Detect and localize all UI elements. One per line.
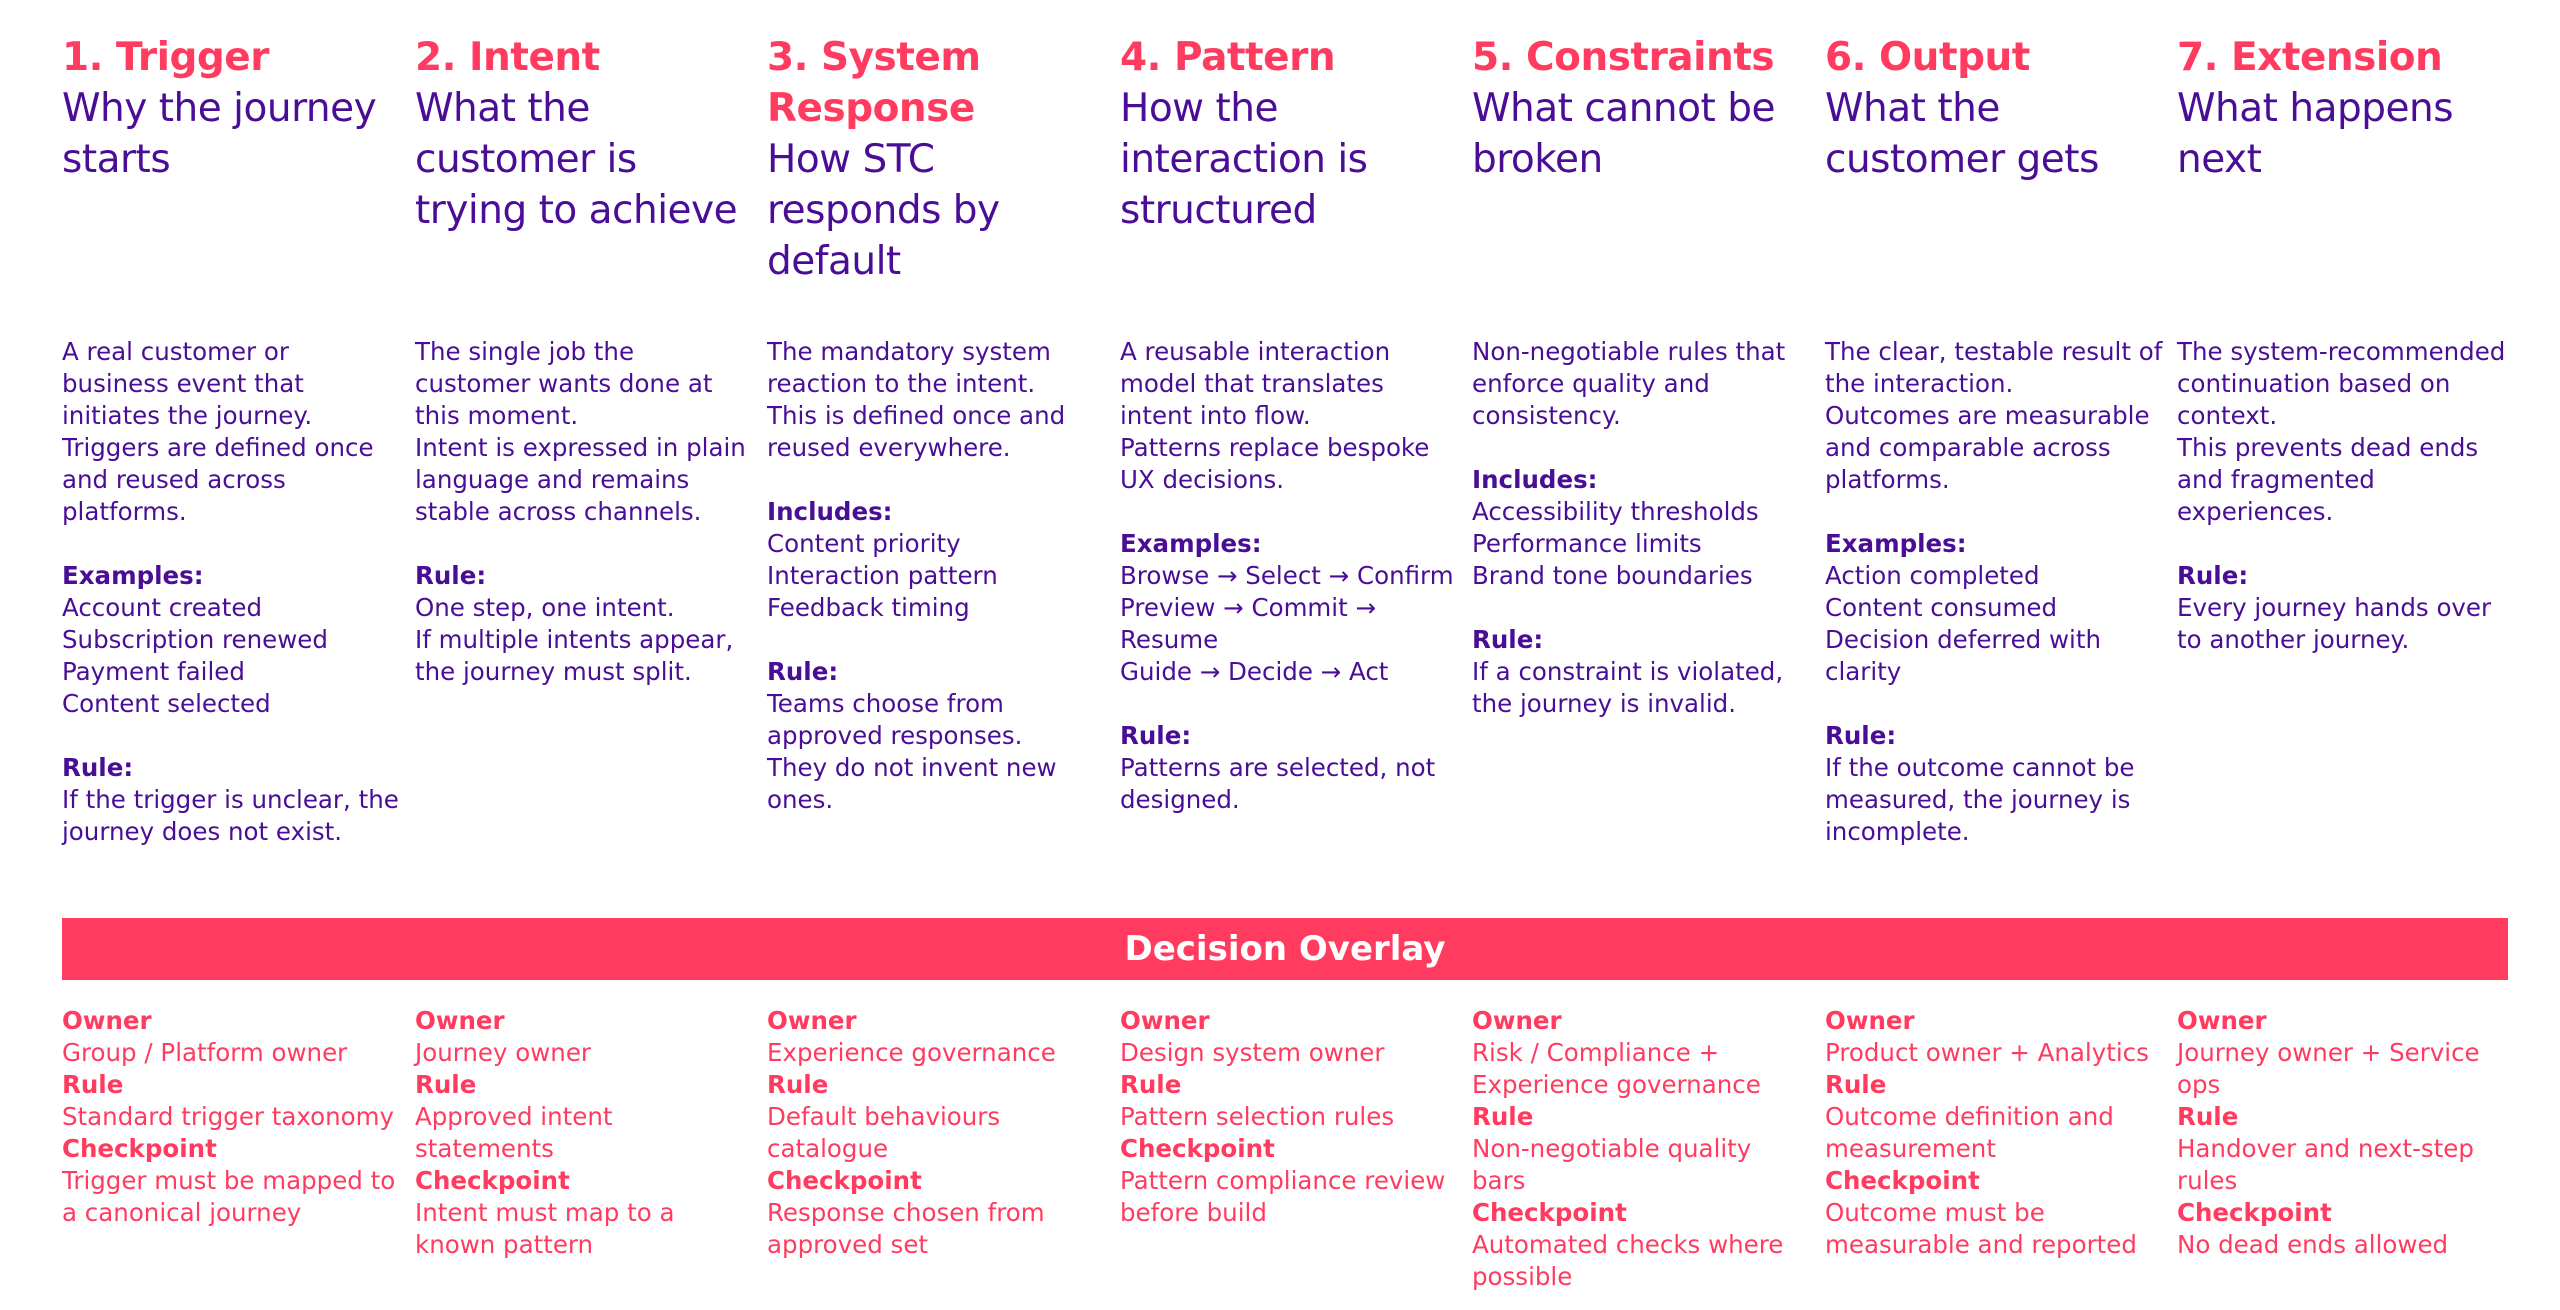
- rule-value: Non-negotiable quality bars: [1472, 1134, 1752, 1195]
- owner-value: Experience governance: [767, 1038, 1056, 1067]
- section-label: Rule:: [1472, 625, 1544, 654]
- rule-value: Handover and next-step rules: [2177, 1134, 2474, 1195]
- rule-value: Approved intent statements: [415, 1102, 613, 1163]
- rule-value: Pattern selection rules: [1120, 1102, 1395, 1131]
- section-label: Rule:: [1825, 721, 1897, 750]
- intro-line: Patterns replace bespoke UX decisions.: [1120, 433, 1430, 494]
- section-item: Action completed: [1825, 561, 2040, 590]
- section-item: If the trigger is unclear, the journey does not exist.: [62, 785, 399, 846]
- stage-7-header: [2177, 32, 2517, 185]
- section-item: If a constraint is violated, the journey is invalid.: [1472, 657, 1784, 718]
- stage-1-header: [62, 32, 402, 185]
- owner-value: Journey owner + Service ops: [2177, 1038, 2480, 1099]
- owner-value: Product owner + Analytics: [1825, 1038, 2149, 1067]
- stage-title: 7. Extension: [2177, 35, 2443, 80]
- intro-line: Non-negotiable rules that enforce quality and consistency.: [1472, 337, 1786, 430]
- owner-label: Owner: [415, 1006, 505, 1035]
- owner-label: Owner: [2177, 1006, 2267, 1035]
- owner-label: Owner: [1825, 1006, 1915, 1035]
- checkpoint-value: Response chosen from approved set: [767, 1198, 1045, 1259]
- stage-2-header: [415, 32, 755, 236]
- checkpoint-value: Pattern compliance review before build: [1120, 1166, 1446, 1227]
- stage-2-body: [415, 336, 755, 688]
- stage-3-header: [767, 32, 1107, 287]
- section-item: Every journey hands over to another journey.: [2177, 593, 2492, 654]
- section-item: One step, one intent.: [415, 593, 675, 622]
- owner-value: Journey owner: [415, 1038, 591, 1067]
- decision-overlay-title: Decision Overlay: [1124, 929, 1446, 969]
- section-label: Includes:: [767, 497, 893, 526]
- overlay-column-6: [1825, 1005, 2165, 1261]
- stage-title: 1. Trigger: [62, 35, 269, 80]
- section-label: Examples:: [1120, 529, 1262, 558]
- overlay-column-2: [415, 1005, 755, 1261]
- stage-title: 6. Output: [1825, 35, 2030, 80]
- intro-line: The single job the customer wants done at this moment.: [415, 337, 713, 430]
- section-label: Rule:: [1120, 721, 1192, 750]
- section-item: Content consumed: [1825, 593, 2057, 622]
- checkpoint-label: Checkpoint: [1120, 1134, 1275, 1163]
- section-label: Rule:: [767, 657, 839, 686]
- section-item: Subscription renewed: [62, 625, 328, 654]
- overlay-column-7: [2177, 1005, 2517, 1261]
- checkpoint-label: Checkpoint: [2177, 1198, 2332, 1227]
- rule-label: Rule: [2177, 1102, 2239, 1131]
- intro-line: A real customer or business event that initiates the journey.: [62, 337, 313, 430]
- stage-6-body: [1825, 336, 2165, 848]
- stage-subtitle: What happens next: [2177, 86, 2454, 182]
- intro-line: Intent is expressed in plain language and remains stable across channels.: [415, 433, 746, 526]
- checkpoint-label: Checkpoint: [62, 1134, 217, 1163]
- stage-subtitle: What cannot be broken: [1472, 86, 1775, 182]
- section-item: Performance limits: [1472, 529, 1702, 558]
- section-item: Guide → Decide → Act: [1120, 657, 1389, 686]
- section-item: If multiple intents appear, the journey must split.: [415, 625, 734, 686]
- owner-label: Owner: [62, 1006, 152, 1035]
- intro-line: This prevents dead ends and fragmented experiences.: [2177, 433, 2479, 526]
- section-item: Browse → Select → Confirm: [1120, 561, 1454, 590]
- overlay-column-1: [62, 1005, 402, 1229]
- owner-value: Design system owner: [1120, 1038, 1385, 1067]
- section-item: Decision deferred with clarity: [1825, 625, 2101, 686]
- section-item: Content priority: [767, 529, 961, 558]
- owner-label: Owner: [1472, 1006, 1562, 1035]
- section-item: They do not invent new ones.: [767, 753, 1057, 814]
- section-label: Rule:: [62, 753, 134, 782]
- checkpoint-label: Checkpoint: [767, 1166, 922, 1195]
- section-item: Feedback timing: [767, 593, 970, 622]
- stage-4-body: [1120, 336, 1460, 816]
- intro-line: Triggers are defined once and reused across platforms.: [62, 433, 374, 526]
- stage-title: 5. Constraints: [1472, 35, 1775, 80]
- stage-subtitle: What the customer is trying to achieve: [415, 86, 738, 233]
- section-item: Content selected: [62, 689, 271, 718]
- section-item: Brand tone boundaries: [1472, 561, 1753, 590]
- owner-value: Risk / Compliance + Experience governance: [1472, 1038, 1761, 1099]
- intro-line: This is defined once and reused everywhere.: [767, 401, 1066, 462]
- rule-label: Rule: [1825, 1070, 1887, 1099]
- section-item: Interaction pattern: [767, 561, 998, 590]
- rule-label: Rule: [1472, 1102, 1534, 1131]
- rule-value: Default behaviours catalogue: [767, 1102, 1001, 1163]
- section-label: Rule:: [2177, 561, 2249, 590]
- checkpoint-value: Intent must map to a known pattern: [415, 1198, 675, 1259]
- section-label: Rule:: [415, 561, 487, 590]
- checkpoint-value: Trigger must be mapped to a canonical journey: [62, 1166, 396, 1227]
- stage-title: 2. Intent: [415, 35, 600, 80]
- checkpoint-label: Checkpoint: [1472, 1198, 1627, 1227]
- stage-1-body: [62, 336, 402, 848]
- rule-label: Rule: [62, 1070, 124, 1099]
- stage-title: 3. System Response: [767, 35, 981, 131]
- rule-label: Rule: [415, 1070, 477, 1099]
- section-item: Patterns are selected, not designed.: [1120, 753, 1436, 814]
- section-item: Teams choose from approved responses.: [767, 689, 1023, 750]
- overlay-column-3: [767, 1005, 1107, 1261]
- stage-7-body: [2177, 336, 2517, 656]
- intro-line: A reusable interaction model that translates intent into flow.: [1120, 337, 1391, 430]
- rule-label: Rule: [1120, 1070, 1182, 1099]
- owner-label: Owner: [1120, 1006, 1210, 1035]
- intro-line: The mandatory system reaction to the intent.: [767, 337, 1051, 398]
- stage-5-header: [1472, 32, 1812, 185]
- section-item: Account created: [62, 593, 263, 622]
- section-item: If the outcome cannot be measured, the journey is incomplete.: [1825, 753, 2135, 846]
- intro-line: Outcomes are measurable and comparable across platforms.: [1825, 401, 2150, 494]
- stage-subtitle: Why the journey starts: [62, 86, 377, 182]
- section-label: Examples:: [62, 561, 204, 590]
- checkpoint-value: Outcome must be measurable and reported: [1825, 1198, 2137, 1259]
- section-item: Payment failed: [62, 657, 245, 686]
- stage-5-body: [1472, 336, 1812, 720]
- checkpoint-value: Automated checks where possible: [1472, 1230, 1784, 1291]
- rule-value: Outcome definition and measurement: [1825, 1102, 2114, 1163]
- section-label: Includes:: [1472, 465, 1598, 494]
- intro-line: The system-recommended continuation based on context.: [2177, 337, 2506, 430]
- stage-subtitle: What the customer gets: [1825, 86, 2099, 182]
- checkpoint-label: Checkpoint: [1825, 1166, 1980, 1195]
- rule-value: Standard trigger taxonomy: [62, 1102, 395, 1131]
- overlay-column-4: [1120, 1005, 1460, 1229]
- section-label: Examples:: [1825, 529, 1967, 558]
- checkpoint-label: Checkpoint: [415, 1166, 570, 1195]
- stage-6-header: [1825, 32, 2165, 185]
- stage-subtitle: How STC responds by default: [767, 137, 1000, 284]
- section-item: Accessibility thresholds: [1472, 497, 1759, 526]
- intro-line: The clear, testable result of the interaction.: [1825, 337, 2163, 398]
- stage-3-body: [767, 336, 1107, 816]
- owner-value: Group / Platform owner: [62, 1038, 348, 1067]
- overlay-column-5: [1472, 1005, 1812, 1293]
- checkpoint-value: No dead ends allowed: [2177, 1230, 2449, 1259]
- stage-title: 4. Pattern: [1120, 35, 1336, 80]
- stage-subtitle: How the interaction is structured: [1120, 86, 1368, 233]
- rule-label: Rule: [767, 1070, 829, 1099]
- decision-overlay-bar: [62, 918, 2508, 980]
- section-item: Preview → Commit → Resume: [1120, 593, 1377, 654]
- owner-label: Owner: [767, 1006, 857, 1035]
- stage-4-header: [1120, 32, 1460, 236]
